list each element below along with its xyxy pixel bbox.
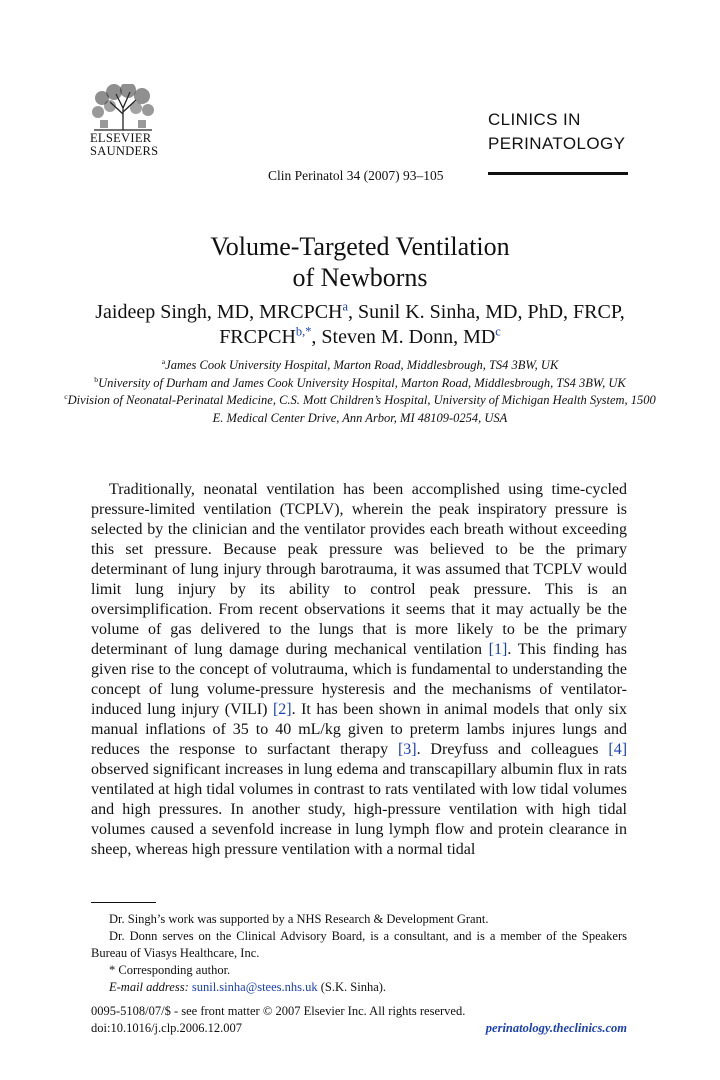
affiliation [60, 392, 660, 427]
affiliation-text: James Cook University Hospital, Marton Road, Middlesbrough, TS4 3BW, UK [165, 358, 559, 372]
body-text-run: . This finding has given rise to the concept of volutrauma, which is fundamental to understanding the concept of lung volume-pressure hysteresis and the mechanisms of ventilator-induced lung injury (VILI) [91, 641, 628, 718]
reference-link[interactable]: [4] [608, 741, 628, 758]
email-owner: (S.K. Sinha). [320, 980, 387, 994]
email-label: E-mail address: [109, 980, 189, 994]
affiliation-mark: c [64, 392, 68, 402]
header-rule [488, 172, 628, 175]
affiliation-mark: b [94, 374, 99, 384]
author-separator: , [311, 326, 322, 348]
body-text-run: observed significant increases in lung edema and transcapillary albumin flux in rats ventilated at high tidal volumes in contrast to rats ventilated with low tidal volumes and high pressures. In another study, high-pressure ventilation with high tidal volumes caused a sevenfold increase in lung lymph flow and protein clearance in sheep, whereas high pressure ventilation with a normal tidal [91, 761, 627, 858]
affiliation-text: Division of Neonatal-Perinatal Medicine, C.S. Mott Children’s Hospital, University of Michigan Health System, 1500 E. Medical Center Drive, Ann Arbor, MI 48109-0254, USA [67, 393, 656, 425]
author-name: Jaideep Singh, MD, MRCPCH [95, 301, 343, 323]
author-affiliation-mark[interactable]: c [495, 324, 501, 339]
footnote-funding: Dr. Singh’s work was supported by a NHS Research & Development Grant. [109, 912, 489, 926]
affiliation [60, 375, 660, 393]
affiliation-text: University of Durham and James Cook University Hospital, Marton Road, Middlesbrough, TS4 3BW, UK [98, 375, 626, 390]
author-name: Sunil K. Sinha, MD, PhD, FRCP, FRCPCH [219, 301, 625, 348]
journal-name-line-1: CLINICS IN [488, 110, 581, 129]
body-text-run: . It has been shown in animal models that only six manual inflations of 35 to 40 mL/kg given to preterm lambs injures lungs and reduces the response to surfactant therapy [91, 701, 627, 758]
email-link[interactable]: sunil.sinha@stees.nhs.uk [191, 980, 318, 994]
footnote-disclosure: Dr. Donn serves on the Clinical Advisory Board, is a consultant, and is a member of the Speakers Bureau of Viasys Healthcare, Inc. [91, 929, 627, 960]
author-name: Steven M. Donn, MD [321, 326, 496, 348]
affiliation-mark: a [161, 356, 166, 366]
footnote-email [91, 979, 627, 996]
article-title-line-2: of Newborns [292, 263, 428, 292]
journal-name-line-2: PERINATOLOGY [488, 134, 626, 153]
reference-link[interactable]: [3] [397, 741, 417, 758]
publisher-line-2: SAUNDERS [90, 144, 159, 158]
article-title [60, 231, 660, 293]
reference-link[interactable]: [2] [272, 701, 292, 718]
affiliation [60, 357, 660, 375]
journal-citation: Clin Perinatol 34 (2007) 93–105 [268, 168, 444, 183]
reference-link[interactable]: [1] [488, 641, 508, 658]
journal-name [488, 108, 625, 156]
body-paragraph [91, 480, 627, 860]
body-text-run: Traditionally, neonatal ventilation has been accomplished using time-cycled pressure-limited ventilation (TCPLV), wherein the peak inspiratory pressure is selected by the clinician and the ventilator provides each breath without exceeding this set pressure. Because peak pressure was believed to be the primary determinant of lung injury through barotrauma, it was assumed that TCPLV would limit lung injury by its ability to control peak pressure. This is an oversimplification. From recent observations it seems that it may actually be the volume of gas delivered to the lungs that is more likely to be the primary determinant of lung damage during mechanical ventilation [91, 481, 627, 658]
journal-url-link[interactable]: perinatology.theclinics.com [485, 1021, 627, 1035]
body-text [91, 480, 627, 860]
copyright-line: 0095-5108/07/$ - see front matter © 2007 Elsevier Inc. All rights reserved. [91, 1004, 466, 1018]
author-affiliation-mark[interactable]: b,* [295, 324, 312, 339]
author-separator: , [348, 301, 358, 323]
publisher-name [90, 132, 158, 158]
article-title-line-1: Volume-Targeted Ventilation [210, 232, 510, 261]
publisher-line-1: ELSEVIER [90, 131, 152, 145]
author-list [60, 300, 660, 350]
affiliation-list [60, 357, 660, 427]
author-affiliation-mark[interactable]: a [342, 299, 348, 314]
footnote-corresponding: * Corresponding author. [109, 963, 231, 977]
footnotes [91, 911, 627, 996]
doi-line: doi:10.1016/j.clp.2006.12.007 [91, 1021, 243, 1035]
footnote-rule [91, 902, 156, 903]
body-text-run: . Dreyfuss and colleagues [416, 741, 609, 758]
